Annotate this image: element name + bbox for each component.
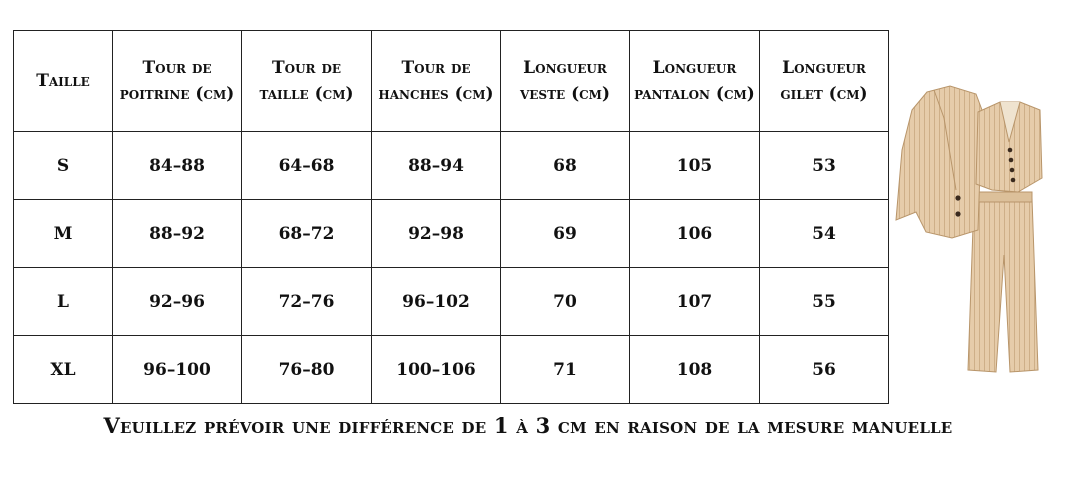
size-cell: M [14,200,113,268]
table-cell: 64–68 [242,132,372,200]
table-cell: 55 [760,268,889,336]
table-cell: 106 [630,200,760,268]
table-cell: 76–80 [242,336,372,404]
table-cell: 68–72 [242,200,372,268]
table-cell: 54 [760,200,889,268]
vest-shape [976,102,1042,192]
header-longueur-pantalon: Longueur pantalon (cm) [630,31,760,132]
table-cell: 71 [501,336,630,404]
size-cell: XL [14,336,113,404]
table-cell: 92–96 [113,268,242,336]
table-cell: 84–88 [113,132,242,200]
table-cell: 108 [630,336,760,404]
table-cell: 105 [630,132,760,200]
table-cell: 100–106 [372,336,501,404]
table-cell: 69 [501,200,630,268]
table-cell: 56 [760,336,889,404]
size-chart-table [13,30,889,404]
table-cell: 72–76 [242,268,372,336]
table-cell: 96–100 [113,336,242,404]
header-tour-de-taille: Tour de taille (cm) [242,31,372,132]
table-row [14,336,889,404]
table-cell: 96–102 [372,268,501,336]
header-row [14,31,889,132]
table-cell: 68 [501,132,630,200]
table-cell: 107 [630,268,760,336]
table-cell: 53 [760,132,889,200]
table-row [14,132,889,200]
suit-illustration [892,80,1060,380]
table-row [14,200,889,268]
header-longueur-veste: Longueur veste (cm) [501,31,630,132]
size-cell: L [14,268,113,336]
table-cell: 88–92 [113,200,242,268]
header-longueur-gilet: Longueur gilet (cm) [760,31,889,132]
measurement-note: Veuillez prévoir une différence de 1 à 3 cm en raison de la mesure manuelle [103,413,953,438]
header-taille: Taille [14,31,113,132]
table-row [14,268,889,336]
table-cell: 70 [501,268,630,336]
jacket-shape [896,86,982,238]
header-tour-de-hanches: Tour de hanches (cm) [372,31,501,132]
size-cell: S [14,132,113,200]
header-tour-de-poitrine: Tour de poitrine (cm) [113,31,242,132]
table-cell: 92–98 [372,200,501,268]
table-cell: 88–94 [372,132,501,200]
